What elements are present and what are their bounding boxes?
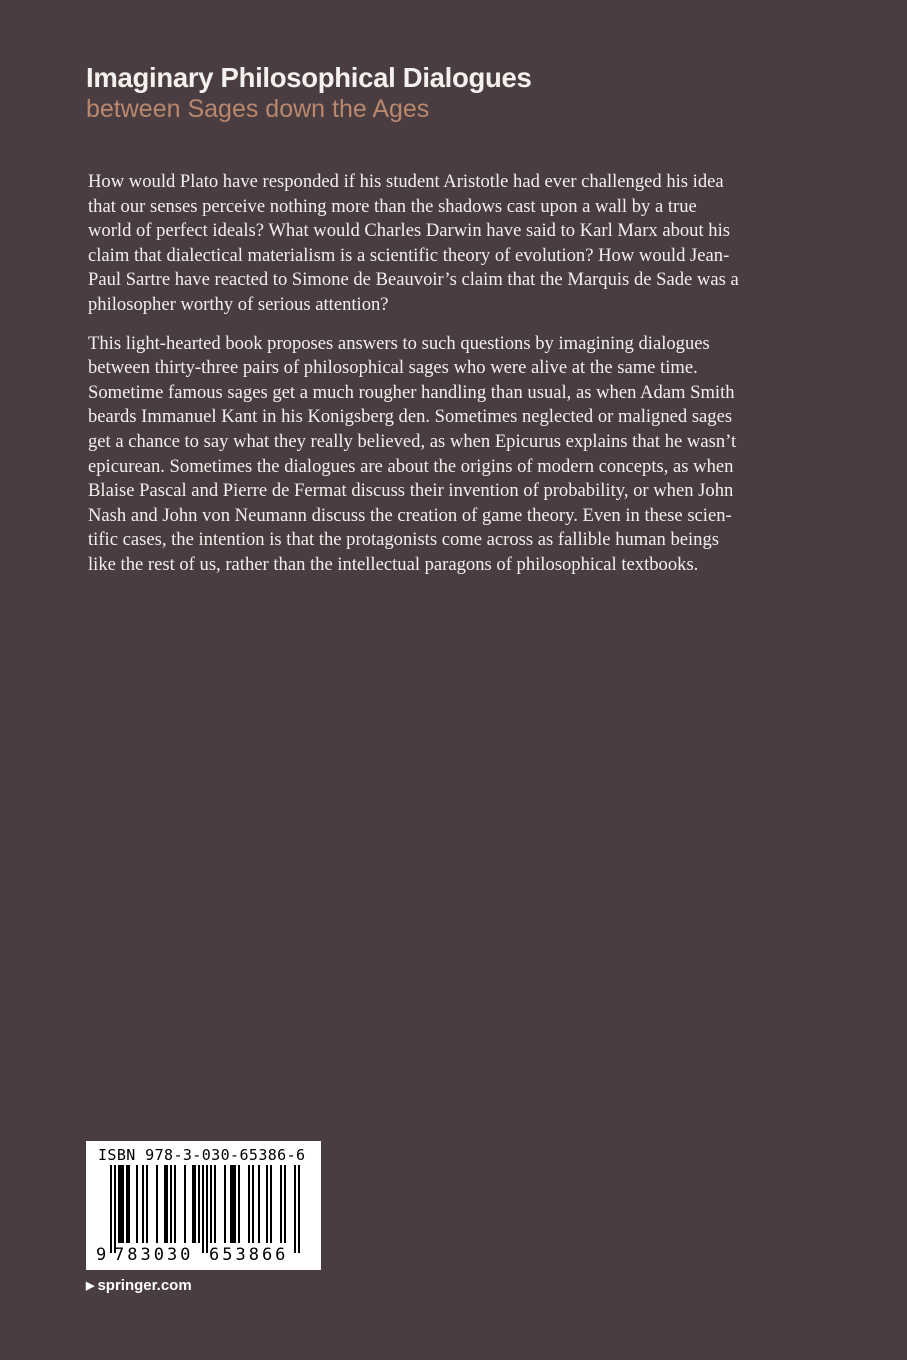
barcode-bar bbox=[170, 1165, 172, 1243]
barcode-bar bbox=[156, 1165, 158, 1243]
isbn-label: ISBN 978-3-030-65386-6 bbox=[98, 1146, 306, 1164]
barcode-bar bbox=[146, 1165, 148, 1243]
barcode-bar bbox=[234, 1165, 236, 1243]
barcode-bar bbox=[206, 1165, 208, 1253]
blurb bbox=[88, 170, 828, 592]
blurb-line: world of perfect ideals? What would Charles Darwin have said to Karl Marx about his bbox=[88, 220, 730, 242]
blurb-line: like the rest of us, rather than the intellectual paragons of philosophical textbooks. bbox=[88, 553, 699, 575]
barcode-bar bbox=[120, 1165, 122, 1243]
blurb-line: tific cases, the intention is that the protagonists come across as fallible human beings bbox=[88, 529, 719, 551]
blurb-line: that our senses perceive nothing more than the shadows cast upon a wall by a true bbox=[88, 195, 697, 217]
barcode-bar bbox=[184, 1165, 186, 1243]
barcode-bar bbox=[252, 1165, 254, 1243]
barcode-bar bbox=[224, 1165, 226, 1243]
barcode-bar bbox=[166, 1165, 168, 1243]
barcode-bar bbox=[294, 1165, 296, 1253]
barcode-bar bbox=[230, 1165, 232, 1243]
blurb-line: epicurean. Sometimes the dialogues are about the origins of modern concepts, as when bbox=[88, 455, 734, 477]
arrow-right-icon: ▶ bbox=[86, 1280, 95, 1292]
barcode-bar bbox=[114, 1165, 116, 1253]
book-subtitle: between Sages down the Ages bbox=[86, 95, 430, 123]
title-block bbox=[86, 62, 846, 124]
barcode-bar bbox=[118, 1165, 120, 1243]
blurb-line: Nash and John von Neumann discuss the creation of game theory. Even in these scien- bbox=[88, 504, 732, 526]
barcode-bar bbox=[248, 1165, 250, 1243]
barcode-bar bbox=[238, 1165, 240, 1243]
blurb-line: This light-hearted book proposes answers to such questions by imagining dialogues bbox=[88, 332, 710, 354]
publisher-url: springer.com bbox=[97, 1277, 192, 1294]
barcode-bar bbox=[298, 1165, 300, 1253]
barcode-bar bbox=[232, 1165, 234, 1243]
barcode-bar bbox=[258, 1165, 260, 1243]
blurb-paragraph-2 bbox=[88, 332, 828, 578]
blurb-line: How would Plato have responded if his student Aristotle had ever challenged his idea bbox=[88, 171, 724, 192]
blurb-line: beards Immanuel Kant in his Konigsberg den. Sometimes neglected or maligned sages bbox=[88, 406, 733, 428]
barcode-bar bbox=[110, 1165, 112, 1253]
isbn-barcode bbox=[86, 1141, 321, 1270]
barcode-bar bbox=[214, 1165, 216, 1243]
ean-right-digits: 653866 bbox=[209, 1245, 289, 1265]
blurb-line: Sometime famous sages get a much rougher handling than usual, as when Adam Smith bbox=[88, 381, 735, 403]
book-title: Imaginary Philosophical Dialogues bbox=[86, 62, 532, 93]
barcode-bar bbox=[126, 1165, 128, 1243]
blurb-line: philosopher worthy of serious attention? bbox=[88, 293, 389, 315]
barcode-bar bbox=[280, 1165, 282, 1243]
blurb-paragraph-1 bbox=[88, 170, 828, 318]
barcode-bar bbox=[266, 1165, 268, 1243]
barcode-bar bbox=[198, 1165, 200, 1243]
ean-first-digit: 9 bbox=[96, 1245, 107, 1265]
blurb-line: claim that dialectical materialism is a scientific theory of evolution? How would Jean- bbox=[88, 244, 730, 266]
ean-left-digits: 783030 bbox=[114, 1245, 194, 1265]
barcode-bar bbox=[194, 1165, 196, 1243]
blurb-line: Paul Sartre have reacted to Simone de Beauvoir’s claim that the Marquis de Sade was a bbox=[88, 269, 739, 291]
blurb-line: Blaise Pascal and Pierre de Fermat discuss their invention of probability, or when John bbox=[88, 480, 734, 502]
barcode-bar bbox=[270, 1165, 272, 1243]
blurb-line: between thirty-three pairs of philosophical sages who were alive at the same time. bbox=[88, 357, 698, 379]
barcode-bar bbox=[122, 1165, 124, 1243]
barcode-bar bbox=[174, 1165, 176, 1243]
barcode-bar bbox=[192, 1165, 194, 1243]
barcode-bar bbox=[284, 1165, 286, 1243]
blurb-line: get a chance to say what they really believed, as when Epicurus explains that he wasn’t bbox=[88, 430, 737, 452]
publisher-link bbox=[86, 1276, 192, 1296]
barcode-bar bbox=[142, 1165, 144, 1243]
barcode-bar bbox=[128, 1165, 130, 1243]
barcode-bar bbox=[136, 1165, 138, 1243]
barcode-bar bbox=[164, 1165, 166, 1243]
barcode-bar bbox=[210, 1165, 212, 1243]
barcode-bar bbox=[202, 1165, 204, 1253]
